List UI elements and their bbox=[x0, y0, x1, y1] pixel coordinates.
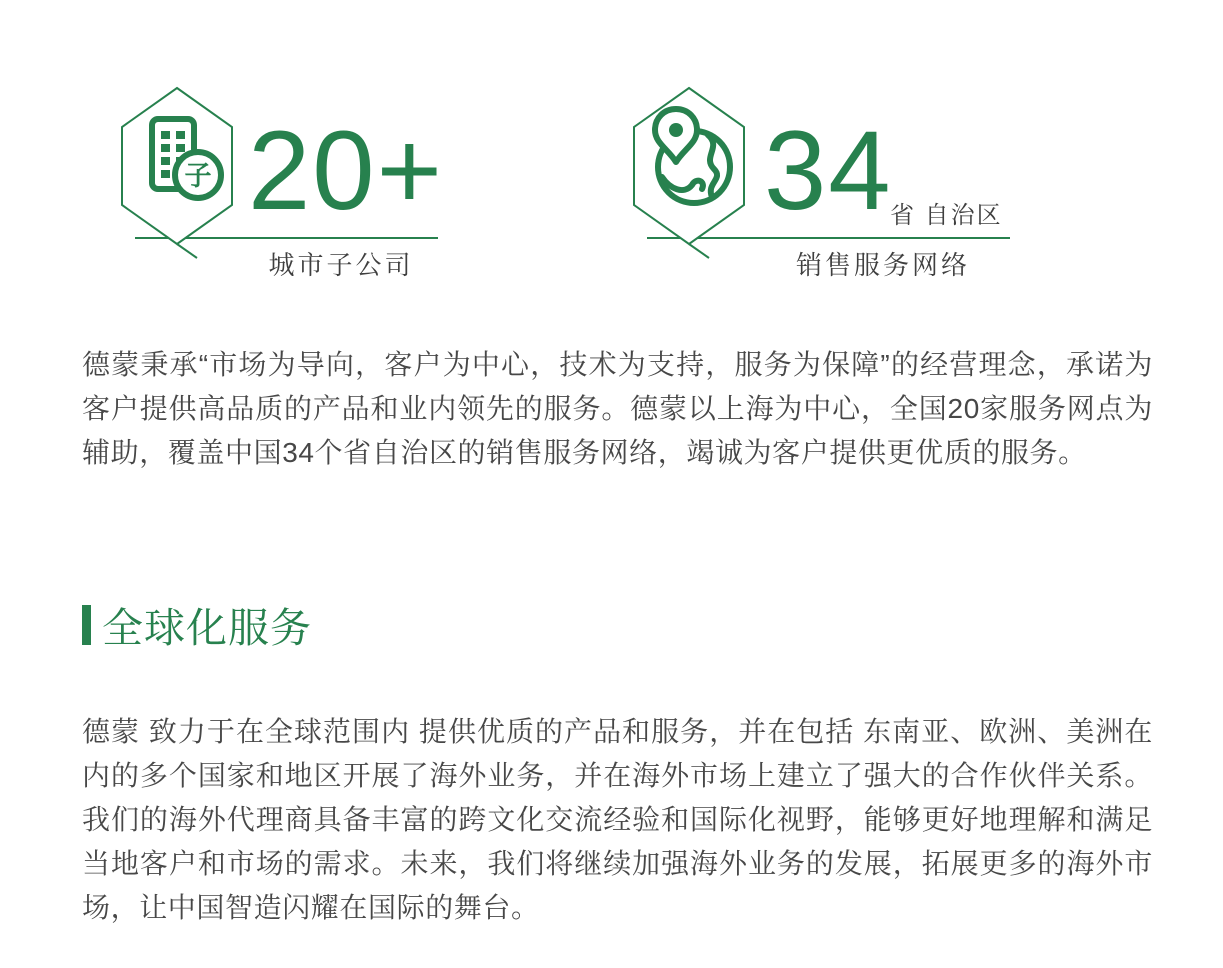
page-content bbox=[82, 343, 1153, 930]
stat-label-subsidiaries: 城市子公司 bbox=[268, 250, 414, 280]
stat-province-network bbox=[630, 85, 1010, 287]
section-title-text: 全球化服务 bbox=[102, 605, 312, 651]
stat-number-provinces: 34 bbox=[764, 108, 893, 233]
subsidiary-building-icon bbox=[118, 85, 236, 263]
stat-city-subsidiaries bbox=[118, 85, 444, 287]
subsidiary-badge-glyph: 子 bbox=[184, 161, 212, 191]
stat-label-provinces: 销售服务网络 bbox=[795, 250, 970, 280]
title-accent-bar bbox=[82, 605, 91, 645]
section-title-global-service bbox=[82, 595, 1153, 654]
stats-row bbox=[0, 0, 1223, 287]
globe-location-icon bbox=[630, 85, 748, 263]
stat-unit-provinces: 省 自治区 bbox=[890, 202, 1003, 229]
global-service-paragraph: 德蒙 致力于在全球范围内 提供优质的产品和服务，并在包括 东南亚、欧洲、美洲在内的多个国家和地区开展了海外业务，并在海外市场上建立了强大的合作伙伴关系。我们的海外代理商具备丰富的跨文化交流经验和国际化视野，能够更好地理解和满足当地客户和市场的需求。未来，我们将继续加强海外业务的发展，拓展更多的海外市场，让中国智造闪耀在国际的舞台。 bbox=[82, 716, 1153, 923]
intro-paragraph: 德蒙秉承“市场为导向，客户为中心，技术为支持，服务为保障”的经营理念，承诺为客户提供高品质的产品和业内领先的服务。德蒙以上海为中心，全国20家服务网点为辅助，覆盖中国34个省自治区的销售服务网络，竭诚为客户提供更优质的服务。 bbox=[82, 349, 1153, 468]
stat-number-subsidiaries: 20+ bbox=[248, 108, 444, 233]
